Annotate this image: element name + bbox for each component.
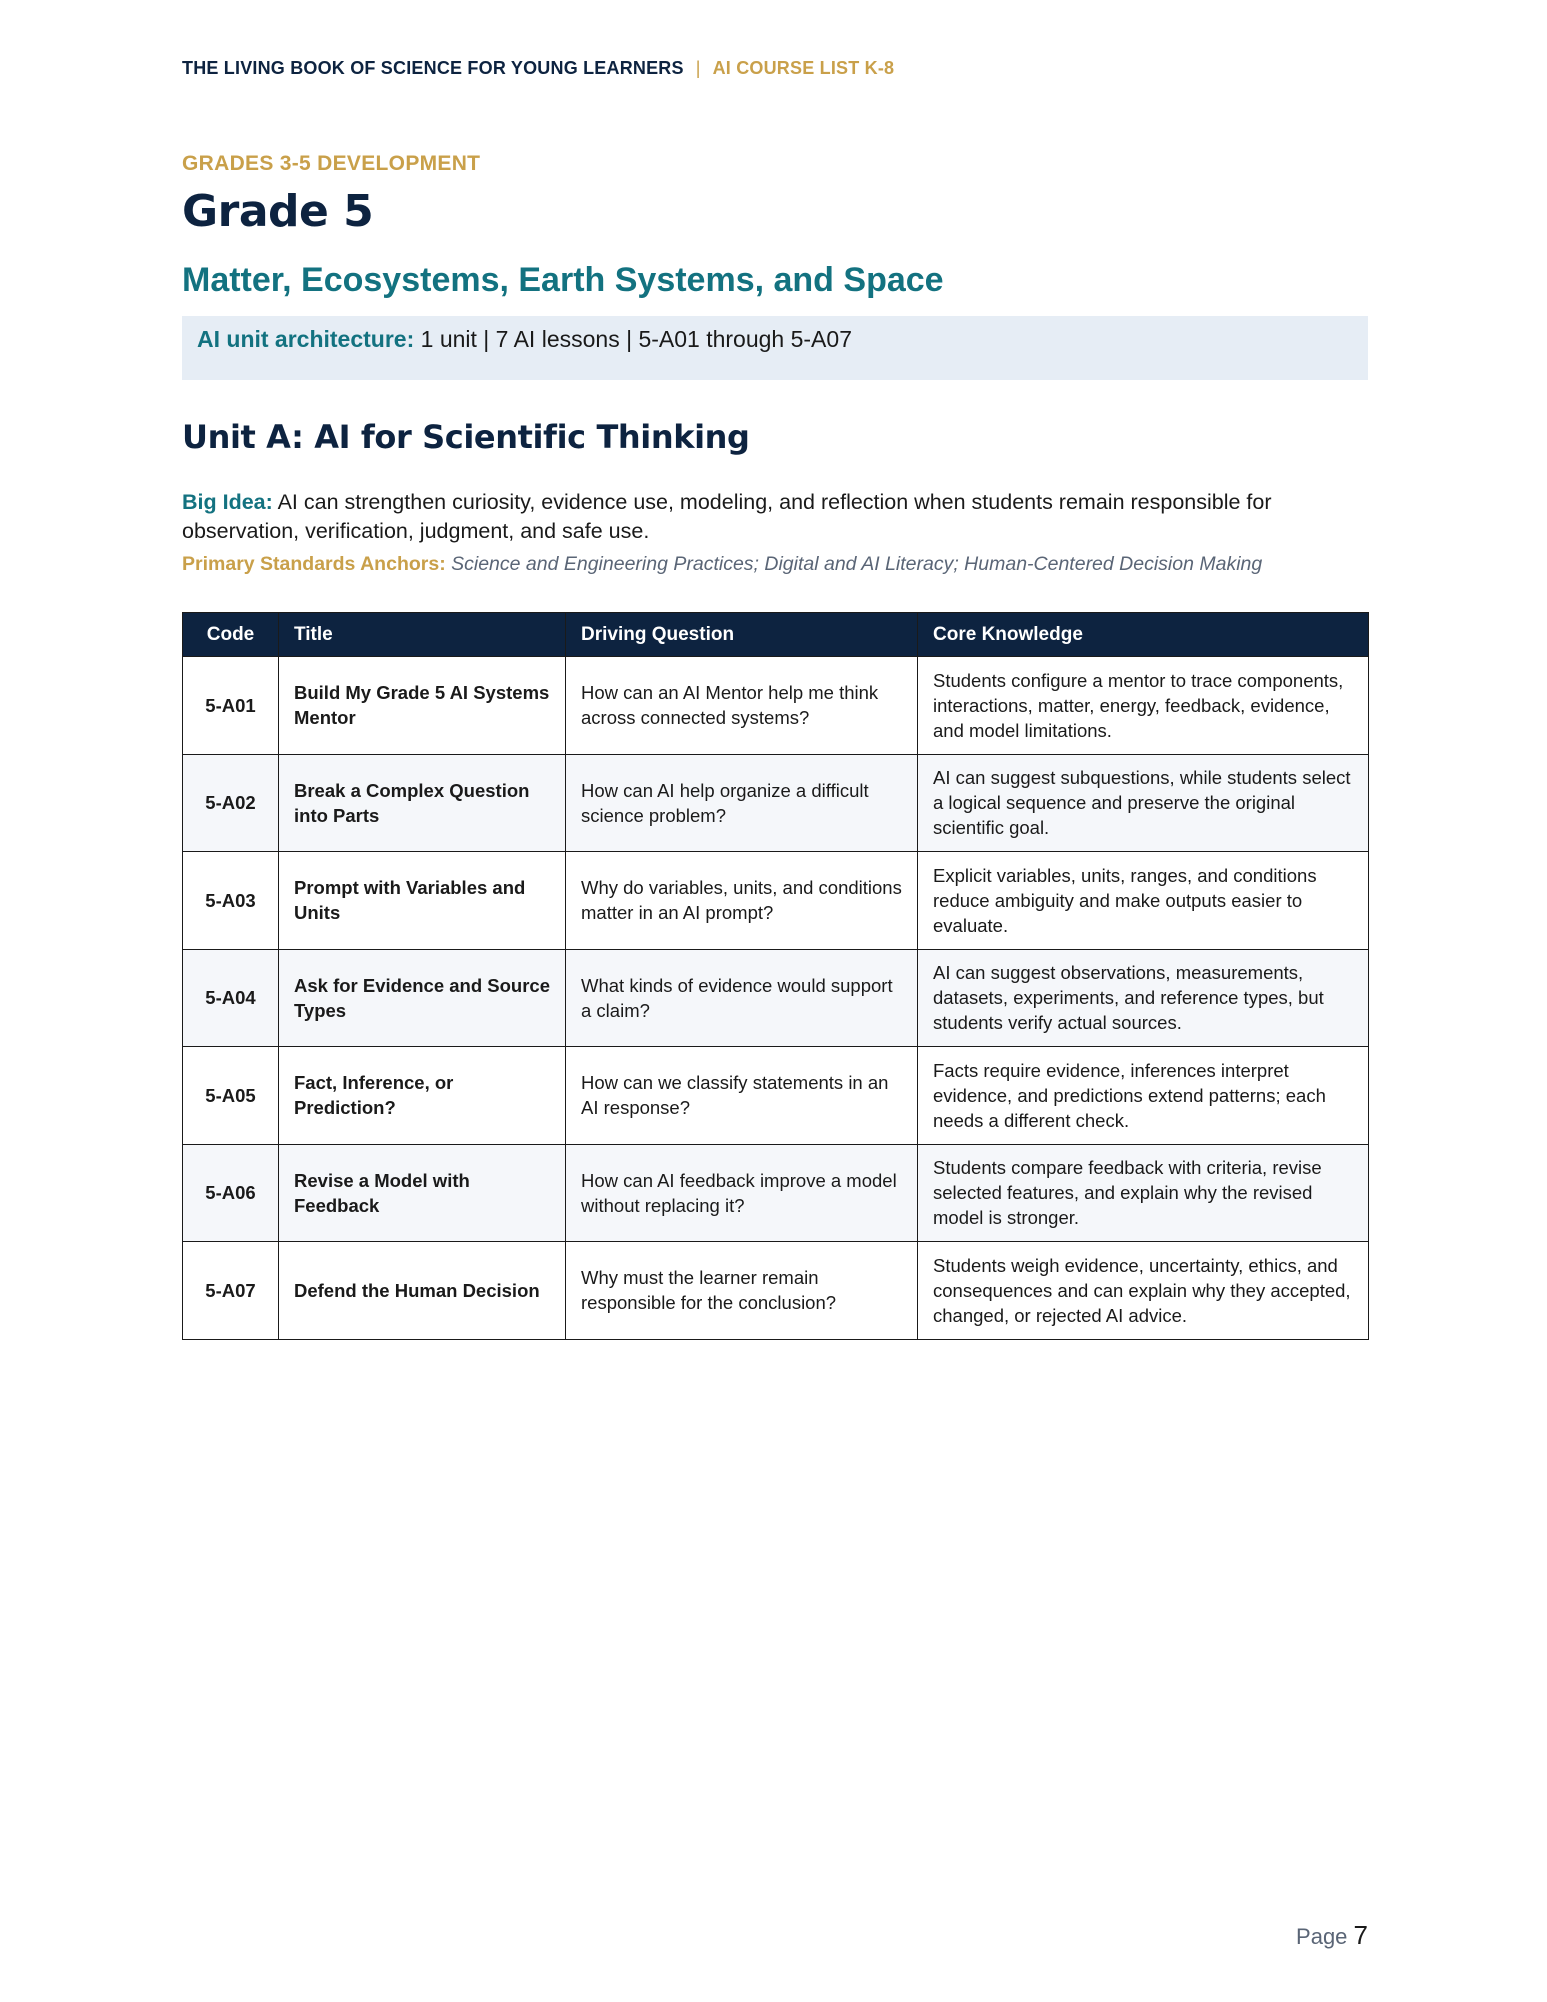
table-row — [183, 949, 1369, 1047]
lesson-title: Fact, Inference, or Prediction? — [279, 1047, 566, 1145]
lesson-core-knowledge: Students configure a mentor to trace components, interactions, matter, energy, feedback, evidence, and model limitations. — [918, 657, 1369, 755]
table-row — [183, 1242, 1369, 1340]
lesson-driving-question: What kinds of evidence would support a claim? — [566, 949, 918, 1047]
lesson-code: 5-A05 — [183, 1047, 279, 1145]
page-label: Page — [1296, 1924, 1354, 1949]
lesson-core-knowledge: Facts require evidence, inferences interpret evidence, and predictions extend patterns; each needs a different check. — [918, 1047, 1369, 1145]
lesson-code: 5-A04 — [183, 949, 279, 1047]
lesson-title: Revise a Model with Feedback — [279, 1144, 566, 1242]
lesson-core-knowledge: AI can suggest subquestions, while students select a logical sequence and preserve the original scientific goal. — [918, 754, 1369, 852]
table-row — [183, 657, 1369, 755]
lesson-core-knowledge: Students compare feedback with criteria, revise selected features, and explain why the revised model is stronger. — [918, 1144, 1369, 1242]
unit-title: Unit A: AI for Scientific Thinking — [182, 418, 750, 456]
table-row — [183, 754, 1369, 852]
anchors-text: Science and Engineering Practices; Digital and AI Literacy; Human-Centered Decision Making — [445, 553, 1263, 575]
lesson-driving-question: How can AI help organize a difficult science problem? — [566, 754, 918, 852]
lesson-code: 5-A07 — [183, 1242, 279, 1340]
lesson-code: 5-A06 — [183, 1144, 279, 1242]
lesson-code: 5-A01 — [183, 657, 279, 755]
lesson-title: Build My Grade 5 AI Systems Mentor — [279, 657, 566, 755]
column-header-question: Driving Question — [566, 613, 918, 657]
lesson-driving-question: How can we classify statements in an AI response? — [566, 1047, 918, 1145]
anchors-label: Primary Standards Anchors: — [182, 553, 446, 575]
lesson-driving-question: Why must the learner remain responsible for the conclusion? — [566, 1242, 918, 1340]
header-book-title: THE LIVING BOOK OF SCIENCE FOR YOUNG LEARNERS — [182, 58, 684, 78]
table-row — [183, 852, 1369, 950]
lesson-core-knowledge: Explicit variables, units, ranges, and conditions reduce ambiguity and make outputs easier to evaluate. — [918, 852, 1369, 950]
table-header-row — [183, 613, 1369, 657]
document-page — [182, 0, 1368, 2002]
big-idea — [182, 488, 1368, 546]
page-number-value: 7 — [1353, 1920, 1368, 1950]
big-idea-text: AI can strengthen curiosity, evidence use, modeling, and reflection when students remain responsible for observation, verification, judgment, and safe use. — [182, 490, 1272, 543]
table-row — [183, 1144, 1369, 1242]
lesson-driving-question: How can AI feedback improve a model without replacing it? — [566, 1144, 918, 1242]
lesson-title: Ask for Evidence and Source Types — [279, 949, 566, 1047]
architecture-value: 1 unit | 7 AI lessons | 5-A01 through 5-A07 — [414, 326, 852, 352]
lesson-driving-question: Why do variables, units, and conditions matter in an AI prompt? — [566, 852, 918, 950]
subject-title: Matter, Ecosystems, Earth Systems, and Space — [182, 261, 944, 299]
architecture-label: AI unit architecture: — [197, 326, 415, 352]
big-idea-label: Big Idea: — [182, 490, 273, 514]
lessons-table — [182, 612, 1369, 1340]
grade-title: Grade 5 — [182, 186, 374, 237]
lesson-code: 5-A03 — [183, 852, 279, 950]
header-course-list: AI COURSE LIST K-8 — [712, 58, 895, 78]
lesson-code: 5-A02 — [183, 754, 279, 852]
lesson-title: Prompt with Variables and Units — [279, 852, 566, 950]
lesson-core-knowledge: Students weigh evidence, uncertainty, ethics, and consequences and can explain why they accepted, changed, or rejected AI advice. — [918, 1242, 1369, 1340]
running-header — [182, 58, 894, 79]
lesson-title: Break a Complex Question into Parts — [279, 754, 566, 852]
architecture-callout — [182, 316, 1368, 380]
standards-anchors — [182, 552, 1368, 576]
column-header-code: Code — [183, 613, 279, 657]
lesson-driving-question: How can an AI Mentor help me think across connected systems? — [566, 657, 918, 755]
table-row — [183, 1047, 1369, 1145]
column-header-knowledge: Core Knowledge — [918, 613, 1369, 657]
section-eyebrow: GRADES 3-5 DEVELOPMENT — [182, 152, 481, 175]
header-separator: | — [695, 58, 701, 78]
page-number — [1296, 1920, 1368, 1951]
column-header-title: Title — [279, 613, 566, 657]
lesson-title: Defend the Human Decision — [279, 1242, 566, 1340]
lesson-core-knowledge: AI can suggest observations, measurements, datasets, experiments, and reference types, but students verify actual sources. — [918, 949, 1369, 1047]
